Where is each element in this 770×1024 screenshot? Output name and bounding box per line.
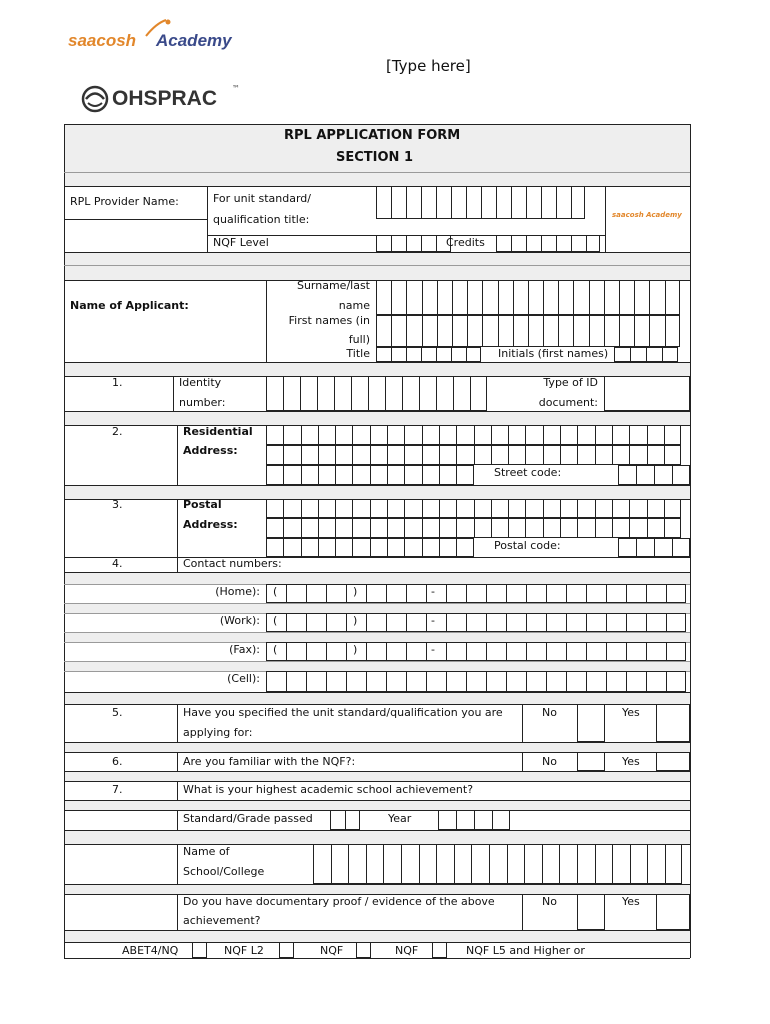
qualification-title-cells[interactable] xyxy=(376,186,585,219)
q4-number: 4. xyxy=(112,557,123,570)
credits-cells[interactable] xyxy=(496,235,600,252)
q5-number: 5. xyxy=(112,706,123,719)
q6-yes-label: Yes xyxy=(622,755,640,768)
form-title: RPL APPLICATION FORM xyxy=(284,128,461,143)
logo-text-academy: Academy xyxy=(156,31,232,50)
standard-grade-label: Standard/Grade passed xyxy=(183,812,313,825)
fax-open-paren: ( xyxy=(273,643,278,656)
q5-question-2: applying for: xyxy=(183,726,253,739)
fax-dash: - xyxy=(431,643,435,656)
residential-row-2[interactable] xyxy=(266,445,681,465)
street-code-label: Street code: xyxy=(494,466,562,479)
postal-row-1[interactable] xyxy=(266,499,681,518)
ohsprac-text: OHSPRAC xyxy=(112,87,218,110)
q6-yes-checkbox[interactable] xyxy=(656,752,690,771)
credits-label: Credits xyxy=(446,236,485,249)
q1-number: 1. xyxy=(112,376,123,389)
proof-no-label: No xyxy=(542,895,557,908)
type-of-id-label-2: document: xyxy=(538,396,598,409)
first-names-cells[interactable] xyxy=(376,315,680,347)
q7-question: What is your highest academic school achievement? xyxy=(183,783,474,796)
abet4-nq-label: ABET4/NQ xyxy=(122,944,179,957)
fax-label: (Fax): xyxy=(229,643,260,656)
nqf-option-b-checkbox[interactable] xyxy=(432,942,447,958)
qualification-title-label: qualification title: xyxy=(213,213,310,226)
school-name-label: Name of xyxy=(183,845,230,858)
nqf-l2-label: NQF L2 xyxy=(224,944,264,957)
postal-label-2: Address: xyxy=(183,518,238,531)
identity-label-2: number: xyxy=(179,396,226,409)
postal-row-2[interactable] xyxy=(266,518,681,538)
proof-question-2: achievement? xyxy=(183,914,261,927)
nqf-option-b-label: NQF xyxy=(395,944,419,957)
q5-question: Have you specified the unit standard/qualification you are xyxy=(183,706,503,719)
identity-number-cells[interactable] xyxy=(266,376,487,411)
home-close-paren: ) xyxy=(353,585,358,598)
residential-label: Residential xyxy=(183,425,253,438)
home-dash: - xyxy=(431,585,435,598)
year-cells[interactable] xyxy=(438,810,510,830)
cell-number-cells[interactable] xyxy=(266,671,686,692)
logo-text-saacosh: saacosh xyxy=(68,31,137,50)
fax-number-cells[interactable] xyxy=(266,642,686,661)
type-here-placeholder: [Type here] xyxy=(386,57,471,75)
first-names-label-2: full) xyxy=(348,333,370,346)
first-names-label: First names (in xyxy=(288,314,370,327)
q6-number: 6. xyxy=(112,755,123,768)
q3-number: 3. xyxy=(112,498,123,511)
q5-yes-label: Yes xyxy=(622,706,640,719)
small-saacosh-logo: saacosh Academy xyxy=(612,211,682,219)
unit-standard-label: For unit standard/ xyxy=(213,192,311,205)
title-label: Title xyxy=(346,347,370,360)
surname-cells[interactable] xyxy=(376,280,680,315)
initials-label: Initials (first names) xyxy=(498,347,609,360)
surname-label: Surname/last xyxy=(296,279,370,292)
provider-name-label: RPL Provider Name: xyxy=(70,195,179,208)
home-label: (Home): xyxy=(215,585,260,598)
residential-row-1[interactable] xyxy=(266,425,681,445)
nqf-level-cells[interactable] xyxy=(376,235,451,252)
q6-no-label: No xyxy=(542,755,557,768)
fax-close-paren: ) xyxy=(353,643,358,656)
residential-label-2: Address: xyxy=(183,444,238,457)
school-name-cells[interactable] xyxy=(313,844,682,884)
name-of-applicant-label: Name of Applicant: xyxy=(70,299,189,312)
proof-yes-checkbox[interactable] xyxy=(656,894,690,930)
street-code-cells[interactable] xyxy=(618,465,690,485)
q5-no-label: No xyxy=(542,706,557,719)
q5-no-checkbox[interactable] xyxy=(577,704,605,742)
title-cells[interactable] xyxy=(376,347,481,362)
q5-yes-checkbox[interactable] xyxy=(656,704,690,742)
standard-grade-cells[interactable] xyxy=(330,810,360,830)
contact-numbers-label: Contact numbers: xyxy=(183,557,282,570)
q6-question: Are you familiar with the NQF?: xyxy=(183,755,356,768)
home-open-paren: ( xyxy=(273,585,278,598)
year-label: Year xyxy=(388,812,412,825)
surname-label-2: name xyxy=(338,299,370,312)
proof-question: Do you have documentary proof / evidence of the above xyxy=(183,895,495,908)
school-name-label-2: School/College xyxy=(183,865,265,878)
work-label: (Work): xyxy=(219,614,260,627)
nqf-l5-label: NQF L5 and Higher or xyxy=(466,944,585,957)
postal-code-cells[interactable] xyxy=(618,538,690,557)
q6-no-checkbox[interactable] xyxy=(577,752,605,771)
postal-row-3[interactable] xyxy=(266,538,474,557)
trademark-symbol: ™ xyxy=(232,84,240,93)
nqf-l2-checkbox[interactable] xyxy=(279,942,294,958)
postal-label: Postal xyxy=(183,498,222,511)
type-of-id-label: Type of ID xyxy=(543,376,598,389)
residential-row-3[interactable] xyxy=(266,465,474,485)
abet4-checkbox[interactable] xyxy=(192,942,207,958)
id-document-type-box[interactable] xyxy=(604,376,690,411)
initials-cells[interactable] xyxy=(614,347,678,362)
proof-no-checkbox[interactable] xyxy=(577,894,605,930)
q7-number: 7. xyxy=(112,783,123,796)
cell-label: (Cell): xyxy=(227,672,260,685)
work-open-paren: ( xyxy=(273,614,278,627)
nqf-option-a-label: NQF xyxy=(320,944,344,957)
identity-label: Identity xyxy=(179,376,222,389)
home-number-cells[interactable] xyxy=(266,584,686,603)
work-dash: - xyxy=(431,614,435,627)
postal-code-label: Postal code: xyxy=(494,539,561,552)
work-close-paren: ) xyxy=(353,614,358,627)
nqf-level-label: NQF Level xyxy=(213,236,269,249)
nqf-option-a-checkbox[interactable] xyxy=(356,942,371,958)
section-title: SECTION 1 xyxy=(336,150,413,165)
work-number-cells[interactable] xyxy=(266,613,686,632)
proof-yes-label: Yes xyxy=(622,895,640,908)
q2-number: 2. xyxy=(112,425,123,438)
